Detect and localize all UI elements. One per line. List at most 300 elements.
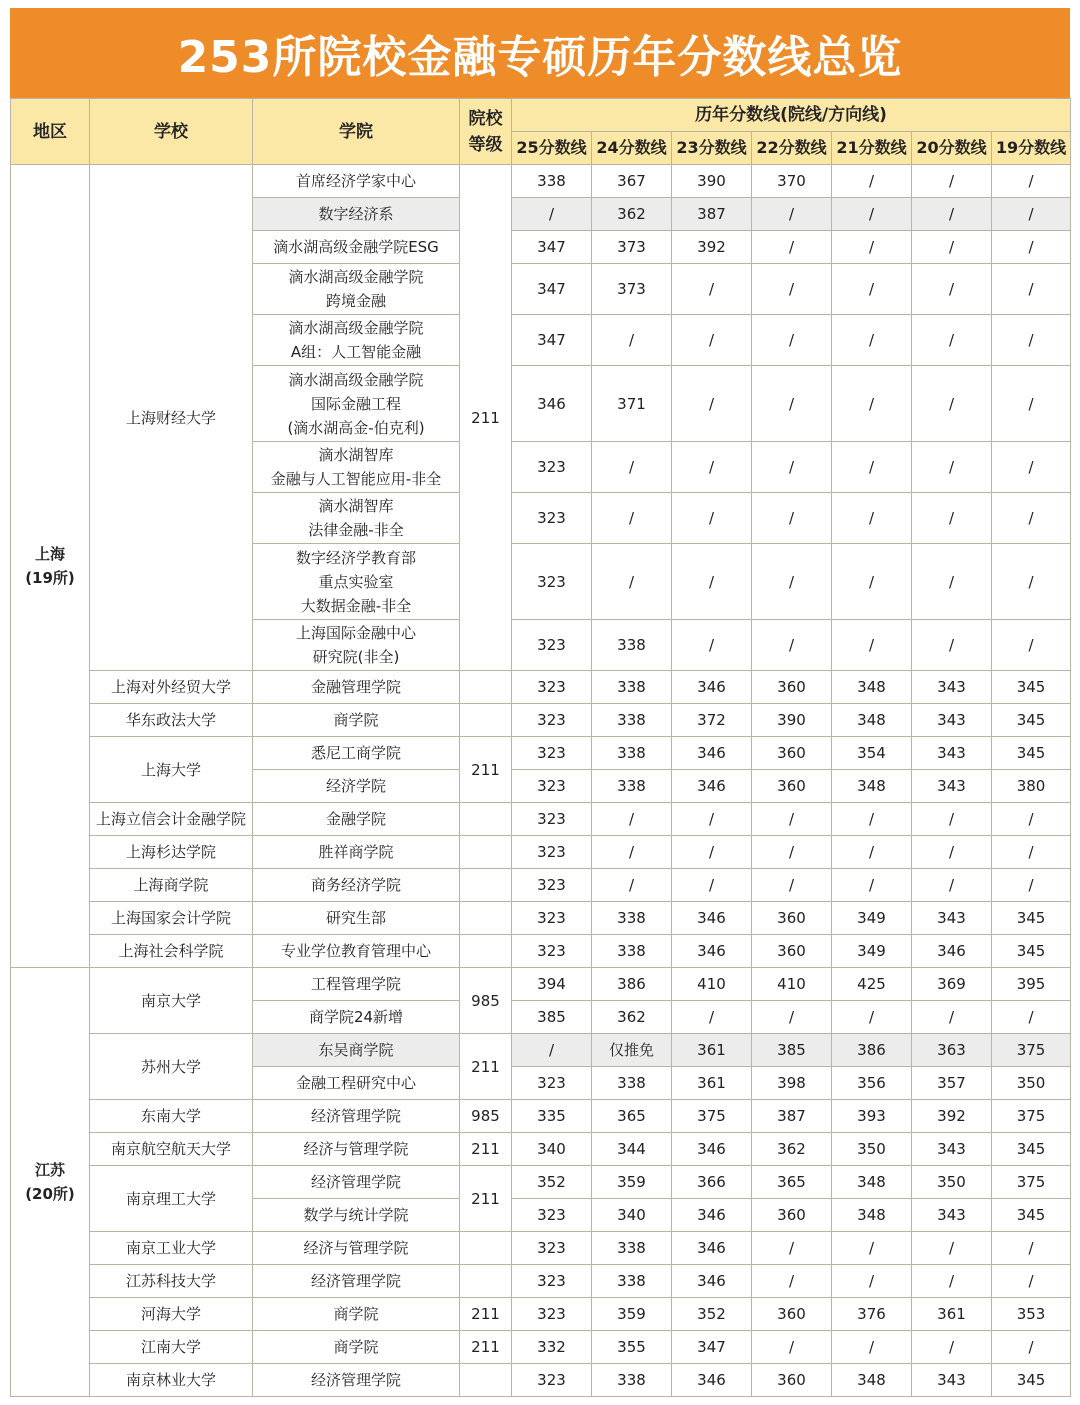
header-year: 19分数线 <box>992 132 1071 165</box>
table-row <box>11 1364 1071 1397</box>
score-cell: 365 <box>752 1166 832 1199</box>
school-level <box>460 902 512 935</box>
score-cell: 338 <box>512 165 592 198</box>
score-cell: 357 <box>912 1067 992 1100</box>
score-cell: 346 <box>672 1133 752 1166</box>
score-cell: / <box>752 264 832 315</box>
table-row <box>11 165 1071 198</box>
score-cell: 386 <box>832 1034 912 1067</box>
score-cell: / <box>752 1001 832 1034</box>
score-cell: / <box>832 803 912 836</box>
college-line: 胜祥商学院 <box>318 843 394 861</box>
score-cell: 323 <box>512 493 592 544</box>
score-cell: 344 <box>592 1133 672 1166</box>
college-name <box>253 1298 460 1331</box>
school-name: 苏州大学 <box>90 1034 253 1100</box>
school-level <box>460 704 512 737</box>
score-cell: / <box>912 803 992 836</box>
college-name <box>253 671 460 704</box>
score-cell: 359 <box>592 1298 672 1331</box>
score-cell: 375 <box>672 1100 752 1133</box>
score-cell: 343 <box>912 671 992 704</box>
school-name: 上海对外经贸大学 <box>90 671 253 704</box>
score-cell: / <box>672 1001 752 1034</box>
score-cell: 390 <box>752 704 832 737</box>
score-cell: 323 <box>512 1298 592 1331</box>
score-cell: 343 <box>912 1133 992 1166</box>
college-name <box>253 442 460 493</box>
college-line: 经济管理学院 <box>310 1173 401 1191</box>
school-level: 211 <box>460 1166 512 1232</box>
table-header <box>11 99 1071 165</box>
score-cell: / <box>992 165 1071 198</box>
school-level <box>460 836 512 869</box>
score-cell: 398 <box>752 1067 832 1100</box>
college-line: 悉尼工商学院 <box>310 744 401 762</box>
score-cell: 347 <box>512 315 592 366</box>
score-cell: 348 <box>832 671 912 704</box>
score-cell: / <box>832 165 912 198</box>
score-cell: / <box>832 315 912 366</box>
score-cell: / <box>672 803 752 836</box>
score-cell: 385 <box>752 1034 832 1067</box>
college-line: 经济管理学院 <box>310 1107 401 1125</box>
score-cell: 349 <box>832 935 912 968</box>
score-cell: 360 <box>752 770 832 803</box>
college-name <box>253 935 460 968</box>
college-name <box>253 315 460 366</box>
college-line: 法律金融-非全 <box>308 521 404 539</box>
score-cell: 338 <box>592 1265 672 1298</box>
college-line: 金融学院 <box>325 810 386 828</box>
school-name: 江南大学 <box>90 1331 253 1364</box>
score-cell: 346 <box>672 737 752 770</box>
college-line: 大数据金融-非全 <box>300 596 412 615</box>
school-level <box>460 869 512 902</box>
college-name <box>253 902 460 935</box>
score-cell: 365 <box>592 1100 672 1133</box>
score-cell: / <box>912 442 992 493</box>
score-cell: / <box>992 493 1071 544</box>
college-line: 滴水湖高级金融学院 <box>288 319 424 337</box>
score-cell: 323 <box>512 1199 592 1232</box>
score-cell: 353 <box>992 1298 1071 1331</box>
score-cell: 345 <box>992 704 1071 737</box>
score-cell: / <box>672 315 752 366</box>
score-cell: / <box>592 315 672 366</box>
score-cell: / <box>992 366 1071 442</box>
score-cell: / <box>752 493 832 544</box>
score-cell: 410 <box>752 968 832 1001</box>
college-name <box>253 1265 460 1298</box>
region-cell <box>11 165 90 968</box>
score-cell: / <box>592 869 672 902</box>
score-cell: 362 <box>592 1001 672 1034</box>
score-cell: / <box>832 264 912 315</box>
score-cell: 347 <box>672 1331 752 1364</box>
college-line: A组：人工智能金融 <box>290 343 422 361</box>
college-name <box>253 198 460 231</box>
score-cell: 345 <box>992 737 1071 770</box>
score-cell: 425 <box>832 968 912 1001</box>
college-name <box>253 165 460 198</box>
score-cell: / <box>992 264 1071 315</box>
score-cell: 352 <box>512 1166 592 1199</box>
college-name <box>253 544 460 620</box>
table-row <box>11 869 1071 902</box>
score-cell: / <box>672 544 752 620</box>
score-cell: / <box>592 803 672 836</box>
school-name: 南京航空航天大学 <box>90 1133 253 1166</box>
score-cell: 323 <box>512 442 592 493</box>
table-row <box>11 704 1071 737</box>
score-cell: / <box>912 165 992 198</box>
score-cell: 338 <box>592 620 672 671</box>
college-line: 滴水湖高级金融学院 <box>288 370 424 389</box>
school-level: 211 <box>460 1298 512 1331</box>
score-cell: 375 <box>992 1034 1071 1067</box>
score-cell: 323 <box>512 671 592 704</box>
score-cell: / <box>752 315 832 366</box>
school-level <box>460 1364 512 1397</box>
score-cell: 323 <box>512 869 592 902</box>
score-cell: 345 <box>992 671 1071 704</box>
college-line: 东吴商学院 <box>318 1041 394 1059</box>
header-level: 院校等级 <box>460 99 512 165</box>
college-name <box>253 1364 460 1397</box>
score-cell: 362 <box>592 198 672 231</box>
score-cell: 345 <box>992 1199 1071 1232</box>
school-level <box>460 803 512 836</box>
college-line: 经济管理学院 <box>310 1272 401 1290</box>
score-cell: 392 <box>672 231 752 264</box>
header-year: 24分数线 <box>592 132 672 165</box>
region-cell <box>11 968 90 1397</box>
score-cell: 345 <box>992 902 1071 935</box>
score-cell: / <box>752 1331 832 1364</box>
score-cell: / <box>992 836 1071 869</box>
score-cell: 360 <box>752 1298 832 1331</box>
score-cell: / <box>912 231 992 264</box>
score-cell: 346 <box>912 935 992 968</box>
college-name <box>253 1331 460 1364</box>
region-name: 上海 <box>34 545 65 563</box>
score-cell: 370 <box>752 165 832 198</box>
score-cell: 340 <box>512 1133 592 1166</box>
score-cell: 338 <box>592 671 672 704</box>
school-name: 江苏科技大学 <box>90 1265 253 1298</box>
score-cell: 385 <box>512 1001 592 1034</box>
score-cell: 332 <box>512 1331 592 1364</box>
score-cell: 338 <box>592 737 672 770</box>
school-level: 211 <box>460 1133 512 1166</box>
score-cell: 343 <box>912 704 992 737</box>
college-name <box>253 1100 460 1133</box>
score-cell: 352 <box>672 1298 752 1331</box>
table-row <box>11 1331 1071 1364</box>
college-line: 重点实验室 <box>318 572 394 591</box>
score-cell: 345 <box>992 935 1071 968</box>
score-cell: 360 <box>752 737 832 770</box>
score-cell: / <box>912 620 992 671</box>
score-cell: 343 <box>912 1364 992 1397</box>
college-name <box>253 1166 460 1199</box>
header-year: 22分数线 <box>752 132 832 165</box>
score-cell: / <box>992 620 1071 671</box>
table-row <box>11 1298 1071 1331</box>
score-cell: 346 <box>672 1199 752 1232</box>
score-cell: / <box>992 803 1071 836</box>
score-cell: 348 <box>832 1199 912 1232</box>
score-cell: 395 <box>992 968 1071 1001</box>
college-line: 经济学院 <box>325 777 386 795</box>
school-name: 上海大学 <box>90 737 253 803</box>
college-name <box>253 803 460 836</box>
score-cell: / <box>512 198 592 231</box>
score-cell: / <box>752 1265 832 1298</box>
college-name <box>253 737 460 770</box>
score-cell: / <box>672 869 752 902</box>
college-line: 数字经济系 <box>318 205 394 223</box>
table-row <box>11 1100 1071 1133</box>
college-name <box>253 836 460 869</box>
region-count: (19所) <box>25 569 75 587</box>
school-level: 985 <box>460 968 512 1034</box>
table-row <box>11 803 1071 836</box>
score-cell: 347 <box>512 231 592 264</box>
college-name <box>253 770 460 803</box>
score-cell: 323 <box>512 803 592 836</box>
score-cell: / <box>672 493 752 544</box>
college-line: 商学院 <box>333 711 379 729</box>
score-cell: 323 <box>512 1232 592 1265</box>
college-name <box>253 1067 460 1100</box>
score-cell: 347 <box>512 264 592 315</box>
score-cell: 340 <box>592 1199 672 1232</box>
college-line: 金融与人工智能应用-非全 <box>270 470 442 488</box>
score-cell: / <box>992 442 1071 493</box>
score-cell: 338 <box>592 935 672 968</box>
score-cell: 343 <box>912 737 992 770</box>
score-cell: 323 <box>512 1067 592 1100</box>
score-table <box>10 98 1071 1397</box>
school-level: 985 <box>460 1100 512 1133</box>
score-cell: 338 <box>592 1232 672 1265</box>
college-line: 上海国际金融中心 <box>295 624 416 642</box>
college-line: 首席经济学家中心 <box>295 172 416 190</box>
score-cell: / <box>592 836 672 869</box>
college-line: 经济与管理学院 <box>303 1239 409 1257</box>
school-name: 上海立信会计金融学院 <box>90 803 253 836</box>
score-cell: / <box>912 1331 992 1364</box>
score-cell: 366 <box>672 1166 752 1199</box>
score-cell: / <box>912 493 992 544</box>
score-cell: / <box>992 231 1071 264</box>
school-level <box>460 1265 512 1298</box>
table-row <box>11 1166 1071 1199</box>
score-cell: 390 <box>672 165 752 198</box>
college-name <box>253 1199 460 1232</box>
score-cell: / <box>992 1232 1071 1265</box>
score-cell: 仅推免 <box>592 1034 672 1067</box>
school-name: 南京林业大学 <box>90 1364 253 1397</box>
table-row <box>11 1232 1071 1265</box>
score-cell: 348 <box>832 770 912 803</box>
college-line: 数学与统计学院 <box>303 1206 409 1224</box>
score-cell: / <box>672 836 752 869</box>
score-cell: 343 <box>912 902 992 935</box>
college-name <box>253 493 460 544</box>
score-cell: / <box>912 544 992 620</box>
score-cell: / <box>832 198 912 231</box>
score-cell: 359 <box>592 1166 672 1199</box>
score-cell: / <box>992 544 1071 620</box>
score-cell: 350 <box>992 1067 1071 1100</box>
page-title: 253所院校金融专硕历年分数线总览 <box>10 8 1070 98</box>
college-line: 商学院 <box>333 1338 379 1356</box>
college-name <box>253 1001 460 1034</box>
score-cell: 363 <box>912 1034 992 1067</box>
header-year: 20分数线 <box>912 132 992 165</box>
score-cell: 349 <box>832 902 912 935</box>
score-cell: 392 <box>912 1100 992 1133</box>
score-cell: / <box>752 442 832 493</box>
college-line: 商学院24新增 <box>308 1008 404 1026</box>
score-cell: / <box>912 1265 992 1298</box>
college-line: 跨境金融 <box>325 292 386 310</box>
score-cell: 387 <box>752 1100 832 1133</box>
score-cell: / <box>752 366 832 442</box>
college-name <box>253 1133 460 1166</box>
college-line: 金融工程研究中心 <box>295 1074 416 1092</box>
table-row <box>11 935 1071 968</box>
score-cell: 354 <box>832 737 912 770</box>
score-cell: 343 <box>912 1199 992 1232</box>
score-cell: / <box>912 198 992 231</box>
score-cell: 355 <box>592 1331 672 1364</box>
score-cell: 323 <box>512 902 592 935</box>
college-line: 滴水湖智库 <box>318 446 394 464</box>
score-cell: / <box>752 198 832 231</box>
college-name <box>253 231 460 264</box>
score-cell: 323 <box>512 770 592 803</box>
score-cell: 371 <box>592 366 672 442</box>
score-cell: / <box>672 366 752 442</box>
table-row <box>11 902 1071 935</box>
school-level <box>460 935 512 968</box>
college-line: 研究院(非全) <box>312 648 400 666</box>
school-level: 211 <box>460 1034 512 1100</box>
score-cell: / <box>832 493 912 544</box>
school-level <box>460 671 512 704</box>
school-name: 南京理工大学 <box>90 1166 253 1232</box>
school-name: 上海社会科学院 <box>90 935 253 968</box>
score-cell: / <box>912 315 992 366</box>
score-cell: 346 <box>672 671 752 704</box>
score-cell: 323 <box>512 704 592 737</box>
table-row <box>11 1265 1071 1298</box>
score-cell: 410 <box>672 968 752 1001</box>
score-cell: / <box>832 1001 912 1034</box>
score-cell: / <box>752 836 832 869</box>
score-cell: / <box>832 836 912 869</box>
score-cell: / <box>592 544 672 620</box>
score-cell: 369 <box>912 968 992 1001</box>
college-line: 国际金融工程 <box>310 394 401 413</box>
school-level: 211 <box>460 1331 512 1364</box>
score-cell: 350 <box>832 1133 912 1166</box>
score-cell: 348 <box>832 1364 912 1397</box>
score-cell: 323 <box>512 1364 592 1397</box>
school-level <box>460 1232 512 1265</box>
score-cell: / <box>992 1001 1071 1034</box>
score-cell: 361 <box>672 1067 752 1100</box>
header-year: 25分数线 <box>512 132 592 165</box>
school-name: 上海杉达学院 <box>90 836 253 869</box>
score-cell: / <box>832 1265 912 1298</box>
table-body <box>11 165 1071 1397</box>
score-cell: / <box>832 1232 912 1265</box>
college-name <box>253 264 460 315</box>
score-cell: / <box>992 1331 1071 1364</box>
college-name <box>253 1232 460 1265</box>
score-cell: / <box>832 366 912 442</box>
score-cell: 346 <box>672 935 752 968</box>
college-line: 研究生部 <box>325 909 386 927</box>
header-region: 地区 <box>11 99 90 165</box>
table-row <box>11 737 1071 770</box>
score-cell: / <box>672 264 752 315</box>
score-cell: / <box>752 231 832 264</box>
score-cell: 346 <box>512 366 592 442</box>
score-cell: 345 <box>992 1133 1071 1166</box>
score-cell: 346 <box>672 1265 752 1298</box>
score-cell: 394 <box>512 968 592 1001</box>
score-cell: 361 <box>912 1298 992 1331</box>
score-cell: 348 <box>832 1166 912 1199</box>
college-name <box>253 968 460 1001</box>
score-cell: 338 <box>592 1364 672 1397</box>
score-cell: 372 <box>672 704 752 737</box>
score-cell: / <box>832 1331 912 1364</box>
header-college: 学院 <box>253 99 460 165</box>
score-cell: / <box>592 442 672 493</box>
score-cell: / <box>752 803 832 836</box>
score-cell: 360 <box>752 1364 832 1397</box>
score-cell: 376 <box>832 1298 912 1331</box>
score-cell: 323 <box>512 935 592 968</box>
score-cell: 335 <box>512 1100 592 1133</box>
college-line: 商务经济学院 <box>310 876 401 894</box>
score-cell: / <box>592 493 672 544</box>
header-year: 21分数线 <box>832 132 912 165</box>
score-cell: 346 <box>672 902 752 935</box>
table-row <box>11 968 1071 1001</box>
school-name: 南京工业大学 <box>90 1232 253 1265</box>
school-name: 东南大学 <box>90 1100 253 1133</box>
score-cell: 338 <box>592 770 672 803</box>
school-name: 华东政法大学 <box>90 704 253 737</box>
college-name <box>253 869 460 902</box>
score-cell: 361 <box>672 1034 752 1067</box>
school-name: 南京大学 <box>90 968 253 1034</box>
school-name: 河海大学 <box>90 1298 253 1331</box>
score-cell: / <box>912 264 992 315</box>
score-cell: 373 <box>592 264 672 315</box>
score-cell: / <box>752 1232 832 1265</box>
score-cell: 375 <box>992 1100 1071 1133</box>
college-line: 商学院 <box>333 1305 379 1323</box>
